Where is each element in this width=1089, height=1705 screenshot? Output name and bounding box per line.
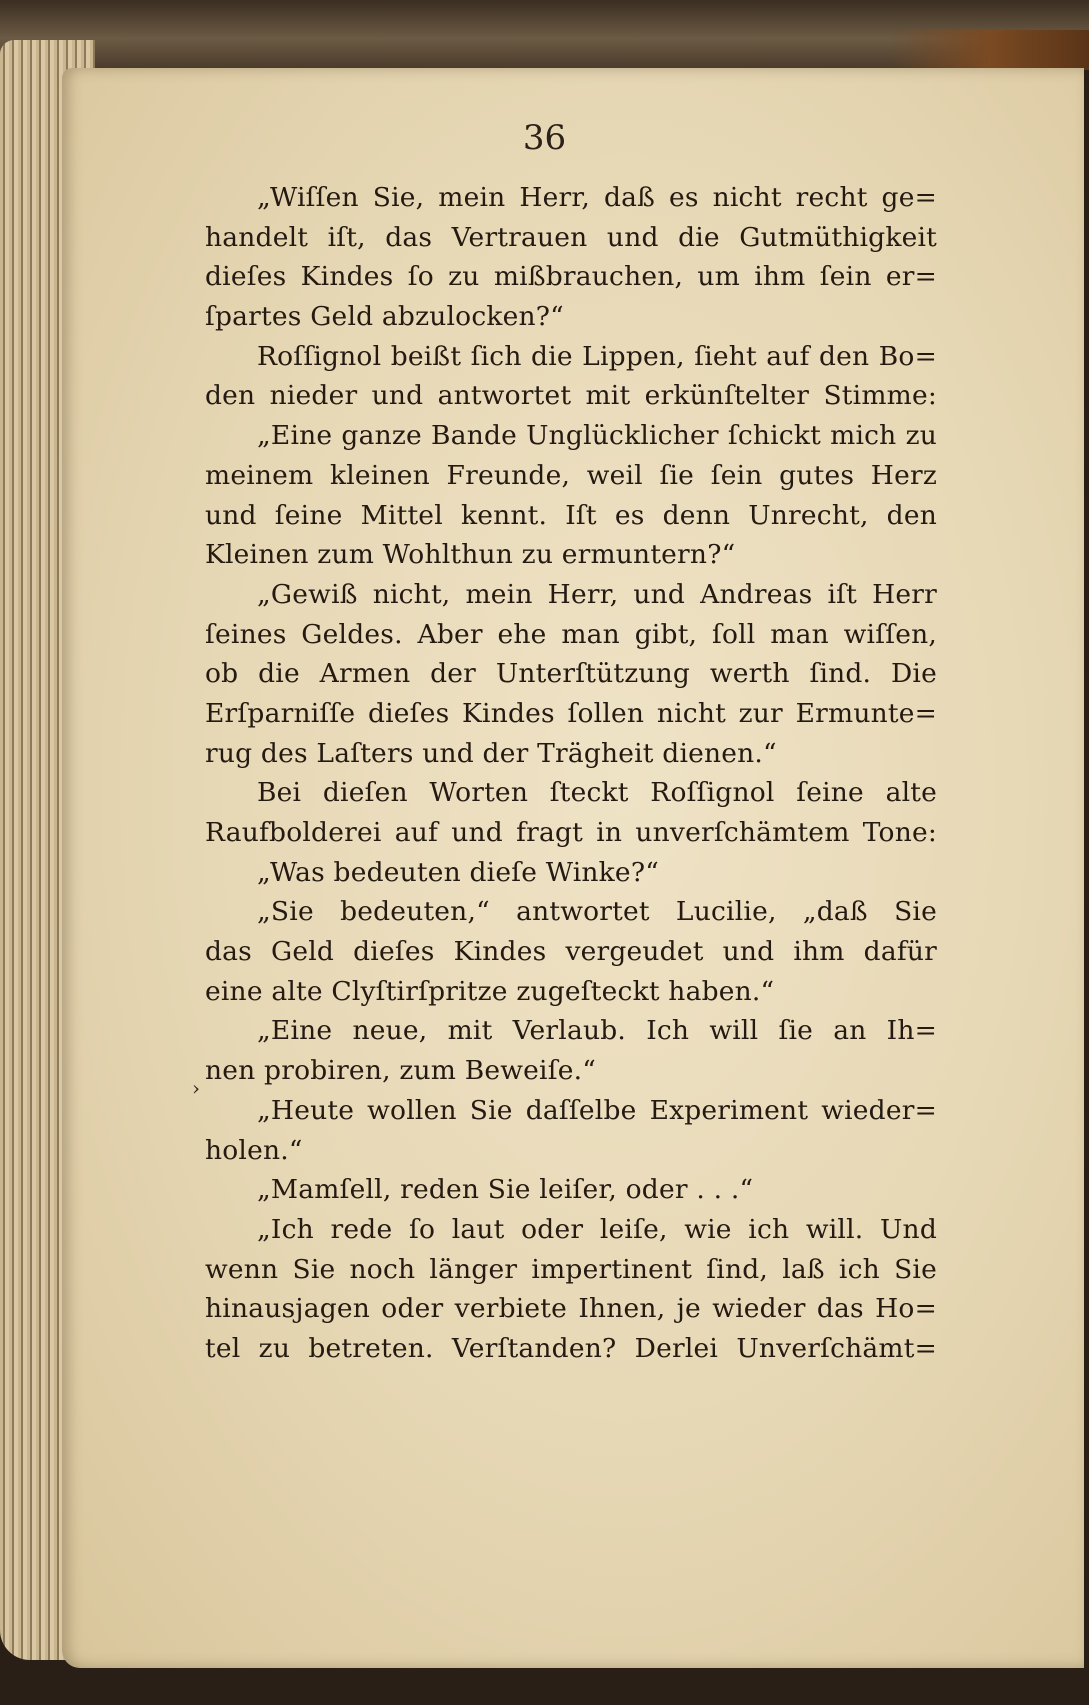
text-line: ſpartes Geld abzulocken?“ (205, 301, 564, 333)
text-line: „Was bedeuten dieſe Winke?“ (257, 856, 659, 888)
text-line: Raufbolderei auf und fragt in unverſchämtem Tone: (205, 817, 937, 848)
text-line: „Heute wollen Sie daſſelbe Experiment wieder= (257, 1094, 937, 1126)
text-line: eine alte Clyſtirſpritze zugeſteckt haben.“ (205, 975, 775, 1007)
text-line: Bei dieſen Worten ſteckt Roſſignol ſeine alte (257, 777, 937, 809)
text-line: meinem kleinen Freunde, weil ſie ſein gutes Herz (205, 459, 937, 491)
text-line: Roſſignol beißt ſich die Lippen, ſieht auf den Bo= (257, 340, 937, 372)
text-line: hinausjagen oder verbiete Ihnen, je wieder das Ho= (205, 1293, 937, 1325)
text-line: „Sie bedeuten,“ antwortet Lucilie, „daß Sie (257, 896, 937, 928)
text-line: handelt iſt, das Vertrauen und die Gutmüthigkeit (205, 221, 937, 253)
text-line: „Wiſſen Sie, mein Herr, daß es nicht recht ge= (257, 182, 937, 213)
text-line: tel zu betreten. Verſtanden? Derlei Unverſchämt= (205, 1332, 937, 1364)
text-line: das Geld dieſes Kindes vergeudet und ihm dafür (205, 936, 937, 968)
text-line: „Gewiß nicht, mein Herr, und Andreas iſt Herr (257, 578, 937, 610)
text-line: rug des Laſters und der Trägheit dienen.“ (205, 737, 777, 769)
text-line: „Mamſell, reden Sie leiſer, oder . . .“ (257, 1174, 754, 1206)
text-line: dieſes Kindes ſo zu mißbrauchen, um ihm ſein er= (205, 261, 937, 293)
text-line: den nieder und antwortet mit erkünſtelter Stimme: (205, 380, 937, 412)
text-line: Erſparniſſe dieſes Kindes ſollen nicht zur Ermunte= (205, 697, 937, 729)
body-text (205, 178, 937, 1369)
text-line: Kleinen zum Wohlthun zu ermuntern?“ (205, 539, 736, 571)
page-number: 36 (522, 118, 567, 158)
text-line: ob die Armen der Unterſtützung werth ſind. Die (205, 658, 937, 690)
text-line: „Eine ganze Bande Unglücklicher ſchickt mich zu (257, 420, 937, 452)
margin-mark: › (192, 1076, 200, 1100)
text-line: „Ich rede ſo laut oder leiſe, wie ich will. Und (257, 1213, 937, 1245)
text-line: nen probiren, zum Beweiſe.“ (205, 1055, 596, 1087)
text-line: wenn Sie noch länger impertinent ſind, laß ich Sie (205, 1253, 937, 1285)
cover-wear (889, 30, 1089, 70)
text-line: „Eine neue, mit Verlaub. Ich will ſie an Ih= (257, 1015, 937, 1047)
text-line: holen.“ (205, 1134, 303, 1166)
text-line: und ſeine Mittel kennt. Iſt es denn Unrecht, den (205, 499, 937, 531)
text-line: ſeines Geldes. Aber ehe man gibt, ſoll man wiſſen, (205, 618, 937, 650)
